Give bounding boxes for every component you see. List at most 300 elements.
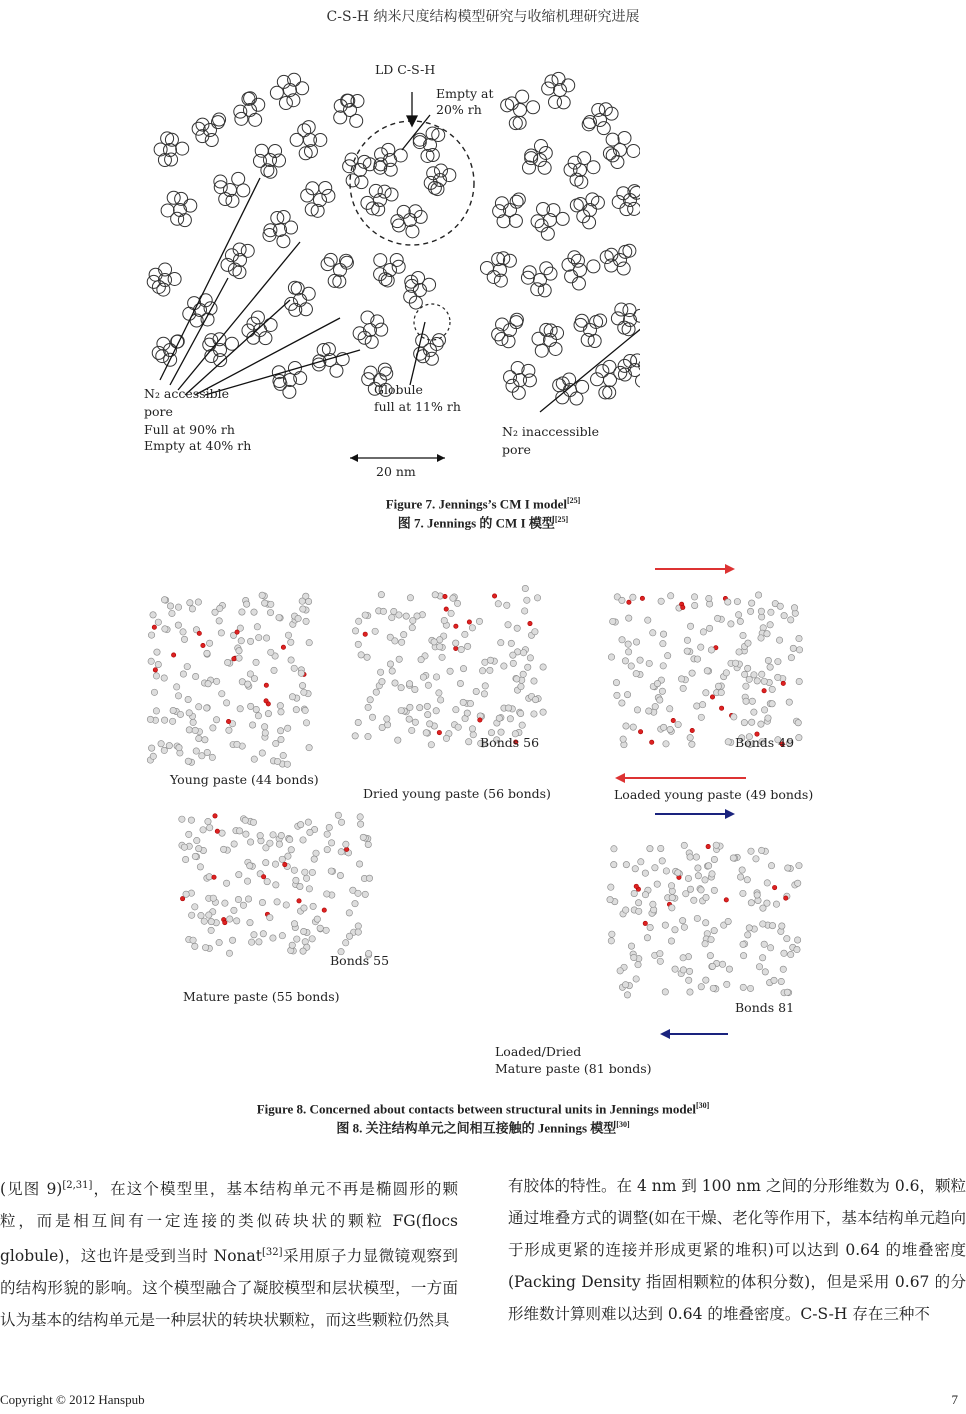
structure-atom: [223, 700, 229, 706]
structure-atom: [711, 856, 717, 862]
structure-atom: [226, 950, 232, 956]
structure-atom: [645, 617, 651, 623]
structure-atom: [261, 600, 267, 606]
structure-atom: [776, 637, 782, 643]
bond-atom: [454, 624, 458, 628]
body-column-left: (见图 9)[2,31]，在这个模型里，基本结构单元不再是椭圆形的颗粒，而是相互间有一定连接的类似砖块状的颗粒 FG(flocs globule)，这也许是受到当时 Nonat[32]采用原子力显微镜观察到的结构形貌的影响。这个模型融合了凝胶模型和层状模型，一方面认为基本的结构单元是一种层状的转块状颗粒，而这些颗粒仍然具: [0, 1180, 458, 1330]
structure-atom: [608, 938, 614, 944]
structure-atom: [695, 873, 701, 879]
structure-atom: [234, 741, 240, 747]
globule-particle: [234, 254, 247, 267]
bond-atom: [437, 730, 441, 734]
label-loaded-young-paste: Loaded young paste (49 bonds): [614, 787, 814, 802]
globule-particle: [365, 335, 378, 348]
structure-atom: [206, 874, 212, 880]
structure-atom: [245, 896, 251, 902]
structure-atom: [694, 703, 700, 709]
structure-atom: [705, 863, 711, 869]
globule-particle: [392, 260, 405, 273]
structure-atom: [680, 685, 686, 691]
globule-particle: [514, 104, 527, 117]
structure-atom: [426, 721, 432, 727]
structure-atom: [711, 927, 717, 933]
bond-atom: [363, 632, 367, 636]
structure-atom: [176, 744, 182, 750]
structure-atom: [743, 698, 749, 704]
structure-atom: [277, 702, 283, 708]
structure-atom: [519, 722, 525, 728]
structure-atom: [667, 706, 673, 712]
structure-atom: [762, 969, 768, 975]
structure-atom: [148, 658, 154, 664]
structure-atom: [373, 689, 379, 695]
globule-particle: [378, 363, 391, 376]
structure-atom: [175, 604, 181, 610]
structure-atom: [284, 725, 290, 731]
structure-atom: [740, 632, 746, 638]
structure-atom: [505, 622, 511, 628]
structure-atom: [741, 719, 747, 725]
structure-atom: [323, 927, 329, 933]
structure-atom: [251, 675, 257, 681]
structure-atom: [487, 667, 493, 673]
structure-atom: [291, 867, 297, 873]
structure-atom: [279, 856, 285, 862]
structure-atom: [794, 937, 800, 943]
structure-atom: [768, 862, 774, 868]
structure-atom: [714, 615, 720, 621]
structure-atom: [769, 686, 775, 692]
structure-atom: [694, 915, 700, 921]
structure-atom: [206, 912, 212, 918]
structure-atom: [300, 606, 306, 612]
structure-atom: [247, 703, 253, 709]
structure-atom: [680, 967, 686, 973]
structure-atom: [660, 663, 666, 669]
structure-atom: [702, 941, 708, 947]
structure-atom: [150, 612, 156, 618]
running-header: C-S-H 纳米尺度结构模型研究与收缩机理研究进展: [326, 9, 640, 25]
structure-atom: [443, 735, 449, 741]
structure-atom: [614, 692, 620, 698]
structure-atom: [237, 706, 243, 712]
globule-particle: [516, 90, 529, 103]
structure-atom: [210, 725, 216, 731]
structure-atom: [389, 614, 395, 620]
structure-atom: [703, 920, 709, 926]
structure-atom: [268, 601, 274, 607]
figure-7-caption-en: Figure 7. Jennings’s CM I model[25]: [385, 496, 581, 512]
structure-atom: [148, 632, 154, 638]
globule-particle: [298, 124, 311, 137]
structure-atom: [609, 931, 615, 937]
structure-atom: [277, 728, 283, 734]
structure-atom: [301, 689, 307, 695]
structure-atom: [508, 640, 514, 646]
bond-atom: [643, 921, 647, 925]
structure-atom: [630, 724, 636, 730]
structure-atom: [335, 812, 341, 818]
structure-atom: [208, 918, 214, 924]
globule-particle: [302, 121, 315, 134]
structure-atom: [338, 849, 344, 855]
bond-atom: [153, 668, 157, 672]
structure-atom: [624, 691, 630, 697]
structure-atom: [626, 615, 632, 621]
globule-particle: [587, 260, 600, 273]
structure-atom: [273, 882, 279, 888]
globule-particle: [264, 318, 277, 331]
bond-atom: [634, 884, 638, 888]
structure-atom: [286, 836, 292, 842]
structure-atom: [279, 932, 285, 938]
structure-atom: [265, 710, 271, 716]
structure-atom: [306, 744, 312, 750]
structure-atom: [667, 726, 673, 732]
structure-atom: [611, 861, 617, 867]
globule-particle: [532, 332, 545, 345]
structure-atom: [662, 922, 668, 928]
structure-atom: [769, 701, 775, 707]
structure-atom: [407, 595, 413, 601]
globule-particle: [617, 262, 630, 275]
structure-atom: [650, 630, 656, 636]
structure-atom: [267, 914, 273, 920]
structure-atom: [796, 635, 802, 641]
structure-atom: [684, 637, 690, 643]
bond-atom: [650, 740, 654, 744]
structure-atom: [633, 670, 639, 676]
structure-atom: [739, 867, 745, 873]
label-mature-paste: Mature paste (55 bonds): [183, 989, 340, 1004]
globule-particle: [525, 152, 538, 165]
structure-atom: [302, 707, 308, 713]
structure-atom: [204, 650, 210, 656]
structure-atom: [270, 935, 276, 941]
structure-atom: [469, 625, 475, 631]
structure-atom: [343, 940, 349, 946]
globule-particle: [509, 214, 522, 227]
structure-atom: [458, 646, 464, 652]
structure-atom: [708, 936, 714, 942]
structure-atom: [195, 599, 201, 605]
structure-atom: [758, 721, 764, 727]
globule-particle: [294, 372, 307, 385]
globule-particle: [523, 374, 536, 387]
structure-atom: [623, 907, 629, 913]
globule-particle: [299, 147, 312, 160]
structure-atom: [428, 741, 434, 747]
structure-atom: [299, 598, 305, 604]
structure-atom: [377, 669, 383, 675]
structure-atom: [718, 689, 724, 695]
structure-atom: [180, 629, 186, 635]
structure-atom: [162, 626, 168, 632]
structure-atom: [406, 681, 412, 687]
structure-atom: [758, 635, 764, 641]
bond-atom: [264, 683, 268, 687]
structure-atom: [611, 846, 617, 852]
structure-atom: [637, 657, 643, 663]
structure-atom: [747, 608, 753, 614]
globule-particle: [374, 254, 387, 267]
structure-atom: [301, 905, 307, 911]
globule-particle: [394, 149, 407, 162]
globule-particle: [565, 270, 578, 283]
structure-atom: [231, 907, 237, 913]
structure-atom: [387, 661, 393, 667]
structure-atom: [514, 676, 520, 682]
structure-atom: [768, 609, 774, 615]
label-globule-1: Globule: [374, 382, 423, 397]
structure-atom: [684, 648, 690, 654]
bond-atom: [297, 899, 301, 903]
structure-atom: [540, 664, 546, 670]
label-ld-csh: LD C-S-H: [375, 62, 436, 77]
structure-atom: [699, 701, 705, 707]
bond-atom: [492, 594, 496, 598]
structure-atom: [669, 905, 675, 911]
structure-atom: [795, 720, 801, 726]
structure-atom: [250, 819, 256, 825]
globule-particle: [232, 172, 245, 185]
structure-atom: [455, 724, 461, 730]
structure-atom: [309, 869, 315, 875]
structure-atom: [418, 656, 424, 662]
structure-atom: [355, 618, 361, 624]
structure-atom: [675, 721, 681, 727]
structure-atom: [748, 600, 754, 606]
structure-atom: [365, 841, 371, 847]
structure-atom: [199, 753, 205, 759]
globule-particle: [237, 184, 250, 197]
structure-atom: [355, 719, 361, 725]
label-loaded-dried-2: Mature paste (81 bonds): [495, 1061, 652, 1076]
bond-atom: [226, 719, 230, 723]
structure-atom: [412, 686, 418, 692]
globule-particle: [627, 144, 640, 157]
globule-particle: [385, 188, 398, 201]
structure-atom: [703, 894, 709, 900]
globule-particle: [355, 176, 368, 189]
structure-atom: [745, 932, 751, 938]
structure-atom: [764, 631, 770, 637]
structure-atom: [192, 943, 198, 949]
structure-atom: [660, 640, 666, 646]
structure-atom: [358, 652, 364, 658]
structure-atom: [681, 924, 687, 930]
structure-atom: [259, 899, 265, 905]
globule-particle: [321, 258, 334, 271]
structure-atom: [675, 870, 681, 876]
structure-atom: [658, 845, 664, 851]
structure-atom: [200, 827, 206, 833]
structure-atom: [303, 720, 309, 726]
structure-atom: [300, 837, 306, 843]
globule-particle: [301, 189, 314, 202]
structure-atom: [297, 821, 303, 827]
structure-atom: [365, 704, 371, 710]
structure-atom: [289, 942, 295, 948]
structure-atom: [694, 656, 700, 662]
structure-atom: [487, 657, 493, 663]
structure-atom: [254, 624, 260, 630]
structure-atom: [309, 936, 315, 942]
structure-atom: [636, 908, 642, 914]
label-n2-accessible-4: Empty at 40% rh: [144, 438, 252, 453]
structure-atom: [632, 866, 638, 872]
structure-atom: [607, 896, 613, 902]
globule-particle: [538, 161, 551, 174]
globule-particle: [263, 228, 276, 241]
structure-atom: [795, 880, 801, 886]
structure-atom: [608, 884, 614, 890]
structure-atom: [161, 747, 167, 753]
structure-atom: [751, 709, 757, 715]
structure-atom: [355, 923, 361, 929]
structure-atom: [454, 600, 460, 606]
structure-atom: [672, 927, 678, 933]
globule-particle: [161, 132, 174, 145]
bond-atom: [344, 847, 348, 851]
structure-atom: [711, 887, 717, 893]
structure-atom: [761, 678, 767, 684]
structure-atom: [706, 625, 712, 631]
globule-particle: [574, 318, 587, 331]
structure-atom: [366, 875, 372, 881]
structure-atom: [355, 890, 361, 896]
structure-atom: [531, 678, 537, 684]
structure-atom: [431, 639, 437, 645]
structure-atom: [791, 605, 797, 611]
structure-atom: [220, 846, 226, 852]
structure-atom: [518, 683, 524, 689]
globule-particle: [556, 212, 569, 225]
globule-particle: [527, 101, 540, 114]
label-dried-young-paste: Dried young paste (56 bonds): [363, 786, 551, 801]
structure-atom: [154, 649, 160, 655]
structure-atom: [328, 868, 334, 874]
structure-atom: [737, 618, 743, 624]
structure-atom: [314, 916, 320, 922]
bond-atom: [322, 908, 326, 912]
globule-particle: [241, 244, 254, 257]
structure-atom: [659, 688, 665, 694]
globule-particle: [290, 133, 303, 146]
structure-atom: [403, 613, 409, 619]
structure-atom: [628, 943, 634, 949]
structure-atom: [187, 600, 193, 606]
label-bonds-56: Bonds 56: [480, 735, 540, 750]
structure-atom: [256, 634, 262, 640]
structure-atom: [188, 817, 194, 823]
bond-atom: [638, 730, 642, 734]
structure-atom: [300, 928, 306, 934]
structure-atom: [760, 921, 766, 927]
structure-atom: [437, 697, 443, 703]
structure-atom: [747, 985, 753, 991]
structure-atom: [204, 705, 210, 711]
structure-atom: [794, 946, 800, 952]
structure-atom: [678, 676, 684, 682]
structure-atom: [360, 834, 366, 840]
structure-atom: [510, 652, 516, 658]
structure-atom: [242, 817, 248, 823]
globule-particle: [611, 312, 624, 325]
structure-atom: [352, 900, 358, 906]
globule-particle: [214, 354, 227, 367]
structure-atom: [213, 678, 219, 684]
globule-particle: [510, 313, 523, 326]
structure-atom: [317, 925, 323, 931]
structure-atom: [369, 714, 375, 720]
structure-atom: [247, 919, 253, 925]
globule-particle: [576, 380, 589, 393]
structure-atom: [289, 694, 295, 700]
label-n2-accessible-1: N₂ accessible: [144, 386, 229, 401]
bond-atom: [762, 689, 766, 693]
globule-particle: [358, 155, 371, 168]
structure-atom: [703, 690, 709, 696]
structure-atom: [206, 824, 212, 830]
structure-atom: [740, 952, 746, 958]
structure-atom: [517, 710, 523, 716]
structure-atom: [271, 667, 277, 673]
structure-atom: [177, 711, 183, 717]
structure-atom: [460, 699, 466, 705]
structure-atom: [723, 670, 729, 676]
globule-particle: [570, 392, 583, 405]
structure-atom: [227, 916, 233, 922]
structure-atom: [153, 673, 159, 679]
structure-atom: [764, 880, 770, 886]
structure-atom: [693, 854, 699, 860]
structure-atom: [147, 716, 153, 722]
globule-particle: [279, 97, 292, 110]
structure-atom: [179, 816, 185, 822]
label-globule-2: full at 11% rh: [374, 399, 461, 414]
structure-atom: [234, 918, 240, 924]
structure-atom: [715, 683, 721, 689]
structure-atom: [166, 742, 172, 748]
structure-atom: [784, 935, 790, 941]
structure-atom: [183, 891, 189, 897]
structure-atom: [527, 655, 533, 661]
figure-7-caption-zh: 图 7. Jennings 的 CM I 模型[25]: [397, 515, 569, 531]
globule-clusters: [147, 72, 640, 405]
structure-atom: [216, 618, 222, 624]
figure-8-diagram: [140, 555, 830, 1085]
structure-atom: [650, 901, 656, 907]
structure-atom: [481, 691, 487, 697]
structure-atom: [285, 853, 291, 859]
structure-atom: [169, 718, 175, 724]
structure-atom: [710, 985, 716, 991]
structure-atom: [624, 992, 630, 998]
label-bonds-49: Bonds 49: [735, 735, 795, 750]
structure-atom: [247, 638, 253, 644]
structure-atom: [185, 696, 191, 702]
bond-atom: [454, 646, 458, 650]
structure-atom: [457, 680, 463, 686]
globule-particle: [350, 114, 363, 127]
bond-atom: [781, 681, 785, 685]
structure-atom: [201, 918, 207, 924]
structure-atom: [668, 938, 674, 944]
structure-atom: [433, 674, 439, 680]
structure-atom: [439, 654, 445, 660]
figure-7-diagram: [140, 50, 640, 485]
